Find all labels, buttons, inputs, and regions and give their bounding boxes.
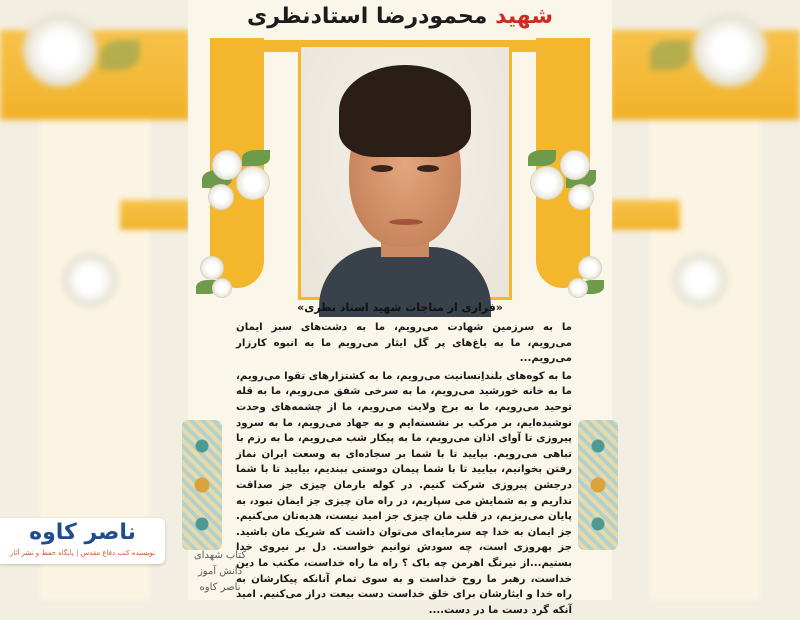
flower-ornament-icon — [192, 140, 284, 220]
title-name: محمودرضا استادنظری — [247, 4, 488, 29]
background-left — [0, 0, 190, 600]
prayer-paragraph: ما به سرزمین شهادت می‌رویم، ما به دشت‌های سبز ایمان می‌رویم، ما به باغ‌های پر گل ایثار می‌رویم ما به انبوه کارزار می‌رویم... — [236, 322, 572, 365]
flower-ornament-icon — [560, 250, 610, 330]
caption-line: ناصر کاوه — [199, 582, 241, 593]
poster-title — [188, 4, 612, 34]
flower-ornament-icon — [516, 140, 608, 220]
caption-line: کتاب شهدای — [193, 550, 247, 561]
caption-line: دانش آموز — [197, 566, 243, 577]
logo-name: ناصر کاوه — [29, 520, 136, 545]
background-right — [610, 0, 800, 600]
prayer-text — [236, 320, 572, 620]
tile-ornament-icon — [182, 420, 222, 550]
book-caption — [190, 548, 250, 596]
martyr-portrait — [298, 44, 512, 300]
prayer-paragraph: ما به کوه‌های بلنداِنسانیت می‌رویم، ما به کشتزارهای تقوا می‌رویم، ما به خانه خورشید می‌رویم، ما به سرخی شفق می‌رویم، ما به قله توحید می‌رویم، ما به برج ولایت می‌رویم، ما از چشمه‌های وحدت نوشیده‌ایم، بر مرکب بر نشسته‌ایم و به جهاد می‌رویم، ما به سرود پیروزی تا آوای اذان می‌رویم، ما به پیکار شب می‌رویم، ما به رزم با تباهی می‌رویم. بیایید تا با شما بر سجاده‌ای به وسعت ایران نماز رفتن بخوانیم، بیایید تا با شما پیمان دوستی ببندیم، بیایید تا با شما درجشن پیروزی شرکت کنیم. در کوله بارمان چیزی جز صداقت نداریم و به شمایش می سپاریم، در راه مان چیزی جز ایمان نبود، به پایان می‌ریزیم، در قلب مان چیزی جز امید نیست، هدیه‌تان می‌کنیم. جز ایمان به خدا چه سرمایه‌ای می‌توان داشت که شریک مان باشید. جز بهروزی است، چه سودش توانیم خواست. دل بر نیروی خدا بستیم...از نیرنگ اهرمن چه باک ؟ راه ما راه خداست، مکتب ما دین خداست، رهبر ما روح خداست و به سوی تمام آنانکه پیکارشان به راه خدا و ایثارشان برای خلق خداست دست بیعت دراز می‌کنیم. امید آنکه گرد دست ما در دست.... — [236, 370, 572, 616]
memorial-poster — [188, 0, 612, 616]
tile-ornament-icon — [578, 420, 618, 550]
flower-ornament-icon — [190, 250, 240, 330]
logo-subtitle: نویسنده کتب دفاع مقدس | پایگاه حفظ و نشر آثار — [9, 549, 156, 557]
title-prefix: شهید — [495, 4, 553, 29]
excerpt-heading: «فرازی از مناجات شهید استاد نظری» — [297, 301, 503, 314]
site-logo — [0, 518, 165, 564]
